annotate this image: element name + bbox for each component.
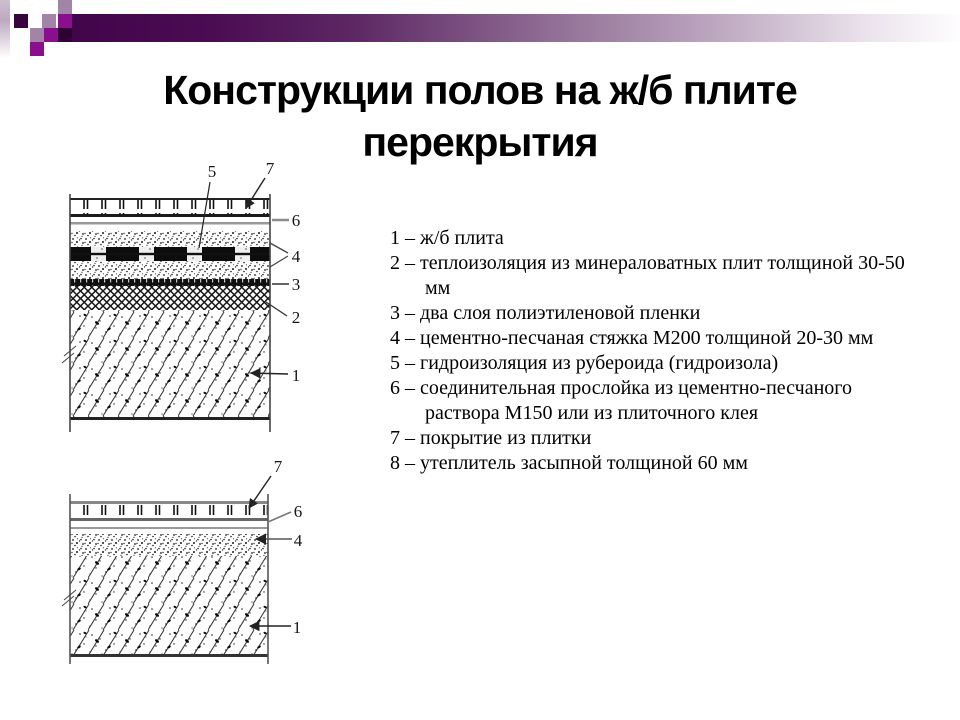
legend-item: 5 – гидроизоляция из рубероида (гидроизола) <box>390 352 779 374</box>
layer-adhesive-line <box>70 527 268 529</box>
legend-item: 2 – теплоизоляция из минераловатных плит толщиной 30-50 мм <box>390 252 905 299</box>
callout-1: 1 <box>292 618 302 637</box>
layer-screed <box>70 534 268 556</box>
decorative-square <box>30 28 44 42</box>
floor-section-diagram-lower <box>58 448 318 673</box>
layer-divider <box>70 518 268 521</box>
title-line-1: Конструкции полов на ж/б плите <box>163 67 797 113</box>
callout-4: 4 <box>293 531 303 550</box>
layer-screed-upper <box>70 231 270 247</box>
decorative-square <box>42 14 56 28</box>
leader-line-1 <box>251 373 288 374</box>
callout-7: 7 <box>265 159 275 178</box>
layer-concrete-slab <box>70 310 270 417</box>
layer-top-line <box>70 501 268 504</box>
leader-fork-4 <box>270 243 288 267</box>
decorative-square <box>58 28 72 42</box>
callout-1: 1 <box>291 366 301 385</box>
legend-item: 6 – соединительная прослойка из цементно-песчаного раствора М150 или из плиточного клея <box>390 377 852 424</box>
layer-mineral-wool <box>70 286 270 310</box>
callout-5: 5 <box>207 162 217 181</box>
callout-3: 3 <box>291 275 301 294</box>
header-gradient-bar <box>72 14 960 42</box>
legend-item: 7 – покрытие из плитки <box>390 427 592 449</box>
callout-6: 6 <box>291 211 301 230</box>
title-line-2: перекрытия <box>362 119 598 165</box>
leader-line-6 <box>268 512 291 522</box>
layer-tile-covering <box>70 504 268 518</box>
layer-concrete-slab <box>70 556 268 654</box>
layer-adhesive-line <box>70 222 270 225</box>
header-left-strip <box>0 0 10 58</box>
legend-item: 1 – ж/б плита <box>390 227 504 249</box>
decorative-square <box>30 42 44 56</box>
callout-7: 7 <box>273 457 283 476</box>
floor-section-diagram-upper <box>58 156 318 446</box>
layer-waterproofing <box>70 247 270 261</box>
legend <box>390 226 920 476</box>
layer-screed-lower <box>70 261 270 279</box>
decorative-square <box>44 28 58 42</box>
callout-4: 4 <box>291 247 301 266</box>
decorative-square <box>14 14 28 28</box>
layer-top-line <box>70 198 270 200</box>
callout-6: 6 <box>293 502 303 521</box>
legend-item: 4 – цементно-песчаная стяжка М200 толщиной 20-30 мм <box>390 327 874 349</box>
layer-bottom-line <box>70 654 268 657</box>
callout-2: 2 <box>291 308 301 327</box>
layer-polyethylene-film <box>70 279 270 286</box>
decorative-square <box>58 0 72 14</box>
legend-item: 3 – два слоя полиэтиленовой пленки <box>390 302 701 324</box>
page-title <box>0 64 960 168</box>
decorative-square <box>58 14 72 28</box>
layer-tile-covering <box>70 200 270 214</box>
legend-item: 8 – утеплитель засыпной толщиной 60 мм <box>390 452 748 474</box>
layer-bottom-line <box>70 417 270 420</box>
layer-divider <box>70 214 270 217</box>
